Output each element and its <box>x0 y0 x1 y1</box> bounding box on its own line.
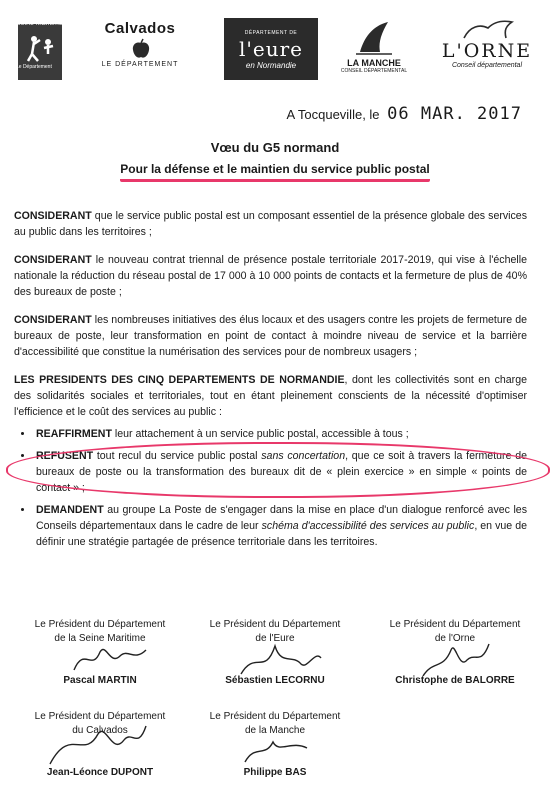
logo-calvados <box>98 18 182 88</box>
apple-icon <box>130 38 152 60</box>
signature-orne <box>365 618 545 688</box>
logo-orne <box>438 18 536 84</box>
intro-keyword: LES PRESIDENTS DES CINQ DEPARTEMENTS DE NORMANDIE <box>14 374 345 386</box>
signature-department: de l'Orne <box>434 633 476 644</box>
signature-role: Le Président du Département <box>389 619 521 630</box>
signature-name: Philippe BAS <box>243 767 307 778</box>
document-subtitle <box>0 162 550 182</box>
considerant-2 <box>14 252 527 300</box>
considerant-keyword: CONSIDERANT <box>14 314 92 326</box>
intro-paragraph <box>14 372 527 420</box>
dateline-place: A Tocqueville, le <box>286 107 380 122</box>
considerant-1 <box>14 208 527 240</box>
resolution-emphasis: sans concertation <box>261 450 346 462</box>
resolution-reaffirment <box>34 426 527 442</box>
resolution-text: leur attachement à un service public postal, accessible à tous ; <box>111 428 409 440</box>
signature-role: Le Président du Département <box>34 619 166 630</box>
resolution-emphasis: schéma d'accessibilité des services au public <box>261 520 475 532</box>
handwritten-signature <box>241 736 311 766</box>
document-body <box>14 208 527 556</box>
logo-calvados-name: Calvados <box>104 20 176 37</box>
resolution-text-end: , en vue de définir une stratégie partagée de présence territoriale dans les territoires. <box>36 520 528 548</box>
considerant-keyword: CONSIDERANT <box>14 210 92 222</box>
logo-seine-maritime <box>14 18 74 80</box>
resolution-text: au groupe La Poste de s'engager dans la mise en place d'un dialogue renforcé avec les Conseils départementaux dans le cadre de leur <box>36 504 527 532</box>
considerant-text: le nouveau contrat triennal de présence postale territoriale 2017-2019, qui vise à l'échelle nationale la réduction du réseau postal de 17 000 à 10 000 points de contacts et la fermeture de plus de 40% des bureaux de poste ; <box>14 254 527 298</box>
logo-eure-sub: en Normandie <box>245 61 297 70</box>
resolution-keyword: DEMANDENT <box>36 504 104 516</box>
considerant-3 <box>14 312 527 360</box>
logo-calvados-sub: LE DÉPARTEMENT <box>101 61 179 68</box>
dateline <box>287 104 522 124</box>
date-stamp: 06 MAR. 2017 <box>387 104 522 124</box>
resolution-text: tout recul du service public postal <box>93 450 262 462</box>
signature-name: Sébastien LECORNU <box>225 675 325 686</box>
logo-manche-name: LA MANCHE <box>347 58 401 68</box>
logo-seine-maritime-name: Seine Maritime <box>16 20 63 27</box>
handwritten-signature <box>70 642 150 676</box>
resolution-text-end: , que ce soit à travers la fermeture de bureaux de poste ou la transformation des bureaux dit de « plein exercice » en simple « points de contact » ; <box>36 450 527 494</box>
signature-department: de l'Eure <box>255 633 295 644</box>
signature-name: Pascal MARTIN <box>63 675 137 686</box>
resolution-keyword: REAFFIRMENT <box>36 428 112 440</box>
intro-text: , dont les collectivités sont en charge des solidarités sociales et territoriales, tout en étant pleinement conscients de la nécessité d'optimiser l'efficience et le coût des services au public : <box>14 374 527 418</box>
logo-seine-maritime-sub: Le Département <box>16 64 52 70</box>
logo-eure <box>224 18 318 80</box>
signature-name: Jean-Léonce DUPONT <box>46 767 154 778</box>
logo-bar <box>14 18 536 88</box>
horse-icon <box>462 18 516 42</box>
considerant-text: que le service public postal est un composant essentiel de la présence globale des services au public dans les territoires ; <box>14 210 527 238</box>
logo-orne-sub: Conseil départemental <box>451 62 523 69</box>
sail-icon <box>354 20 394 56</box>
logo-orne-name: L'ORNE <box>441 40 533 62</box>
resolution-refusent <box>34 448 527 496</box>
considerant-text: les nombreuses initiatives des élus locaux et des usagers contre les projets de fermeture de bureaux de poste, leur transformation en point de contact à moindre niveau de service et la barrière d'accessibilité que constitue la numérisation des services pour de nombreux usagers ; <box>14 314 527 358</box>
signature-role: Le Président du Département <box>209 619 341 630</box>
signature-department: de la Seine Maritime <box>54 633 146 644</box>
resolution-keyword: REFUSENT <box>36 450 94 462</box>
logo-eure-pre: DÉPARTEMENT DE <box>244 30 298 36</box>
signature-department: du Calvados <box>72 725 128 736</box>
signature-role: Le Président du Département <box>34 711 166 722</box>
signature-manche <box>185 710 365 790</box>
considerant-keyword: CONSIDERANT <box>14 254 92 266</box>
logo-manche <box>332 18 416 84</box>
logo-eure-name: l'eure <box>238 37 303 61</box>
signature-calvados <box>10 710 190 790</box>
resolutions-list <box>14 426 527 550</box>
signature-name: Christophe de BALORRE <box>395 675 515 686</box>
figure-icon <box>26 34 56 62</box>
logo-manche-sub: CONSEIL DÉPARTEMENTAL <box>340 68 408 74</box>
signature-department: de la Manche <box>244 725 306 736</box>
handwritten-signature <box>40 720 150 770</box>
document-title: Vœu du G5 normand <box>210 140 340 155</box>
signature-eure <box>185 618 365 688</box>
resolution-demandent <box>34 502 527 550</box>
signature-seine-maritime <box>10 618 190 688</box>
signature-role: Le Président du Département <box>209 711 341 722</box>
subtitle-text: Pour la défense et le maintien du service public postal <box>120 162 429 182</box>
signature-block <box>0 618 550 798</box>
